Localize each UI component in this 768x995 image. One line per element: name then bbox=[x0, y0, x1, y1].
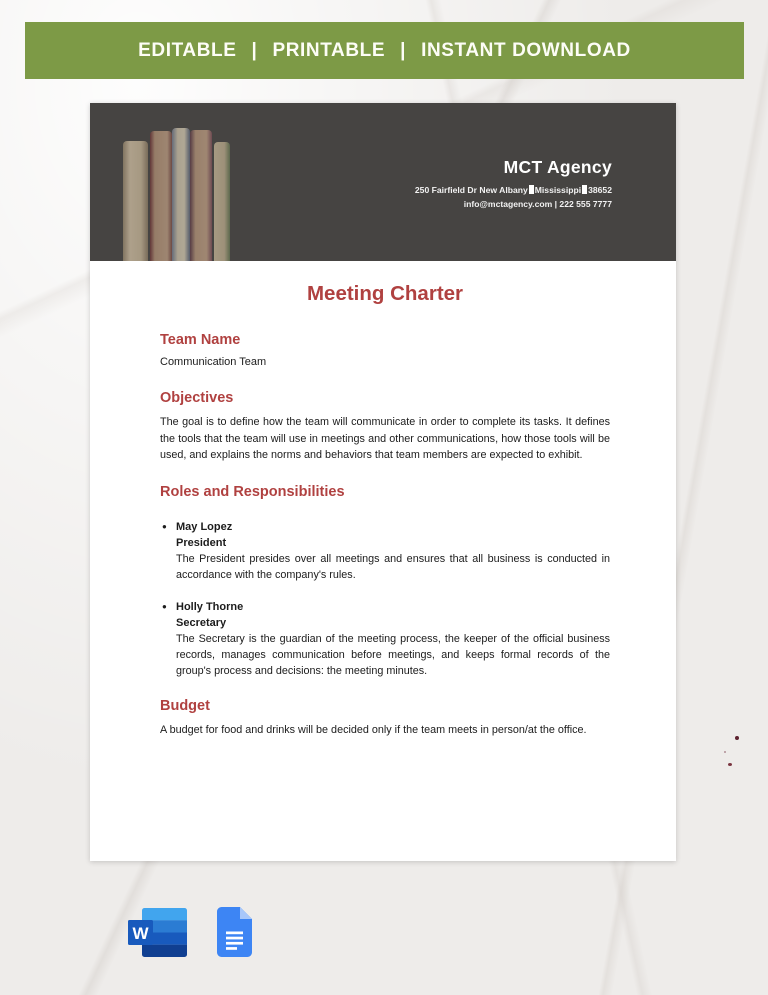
role-member-name: Holly Thorne bbox=[176, 600, 244, 613]
document-page bbox=[90, 103, 676, 861]
banner-label-instant-download: INSTANT DOWNLOAD bbox=[421, 39, 631, 61]
bullet-icon: ● bbox=[162, 521, 167, 531]
address-zip: 38652 bbox=[588, 185, 612, 195]
word-letter: W bbox=[132, 924, 149, 943]
banner-separator: | bbox=[251, 39, 258, 61]
banner-label-editable: EDITABLE bbox=[138, 39, 237, 61]
role-member-description: The Secretary is the guardian of the meeting process, the keeper of the official business records, manages communication before meetings, and keeps formal records of the group's process and decisions: the meeting minutes. bbox=[176, 632, 610, 677]
document-header bbox=[90, 103, 676, 261]
marble-speck bbox=[728, 763, 732, 766]
book-spine bbox=[150, 131, 172, 261]
promo-banner bbox=[25, 22, 744, 79]
company-name: MCT Agency bbox=[503, 157, 612, 177]
role-member-description: The President presides over all meetings and ensures that all business is conducted in accordance with the company's rules. bbox=[176, 552, 610, 581]
budget-text: A budget for food and drinks will be decided only if the team meets in person/at the office. bbox=[160, 723, 587, 736]
address-street: 250 Fairfield Dr New Albany bbox=[414, 185, 528, 195]
company-contact: info@mctagency.com | 222 555 7777 bbox=[463, 199, 612, 209]
google-docs-icon[interactable] bbox=[217, 907, 252, 957]
bullet-icon: ● bbox=[162, 601, 167, 611]
company-info-block bbox=[415, 157, 612, 209]
role-content bbox=[176, 599, 610, 679]
role-list-item bbox=[160, 599, 610, 679]
role-member-title: President bbox=[176, 536, 227, 549]
address-state: Mississippi bbox=[534, 185, 582, 195]
section-heading-team-name: Team Name bbox=[160, 332, 241, 348]
section-heading-roles: Roles and Responsibilities bbox=[160, 483, 345, 500]
ms-word-icon-graphic bbox=[128, 908, 187, 957]
banner-label-printable: PRINTABLE bbox=[272, 39, 386, 61]
marble-speck bbox=[724, 751, 726, 753]
role-list-item bbox=[160, 519, 610, 583]
book-spine bbox=[214, 142, 230, 261]
marble-speck bbox=[735, 736, 739, 740]
objectives-text: The goal is to define how the team will communicate in order to complete its tasks. It defines the tools that the team will use in meetings and other communications, how those tools will be used, and explains the norms and behaviors that team members are expected to exhibit. bbox=[160, 416, 610, 461]
google-docs-icon-graphic bbox=[217, 907, 252, 957]
ms-word-icon[interactable] bbox=[128, 908, 187, 957]
book-spine bbox=[123, 141, 148, 261]
team-name-value: Communication Team bbox=[160, 356, 267, 368]
book-spine bbox=[190, 130, 212, 261]
banner-separator: | bbox=[400, 39, 407, 61]
address-separator bbox=[529, 185, 534, 194]
company-address bbox=[415, 185, 612, 195]
role-member-name: May Lopez bbox=[176, 520, 233, 533]
books-image bbox=[123, 128, 230, 261]
section-heading-objectives: Objectives bbox=[160, 390, 234, 406]
book-spine bbox=[172, 128, 190, 261]
document-body bbox=[90, 282, 676, 738]
address-separator bbox=[582, 185, 587, 194]
section-heading-budget: Budget bbox=[160, 697, 210, 714]
role-member-title: Secretary bbox=[176, 616, 227, 629]
role-content bbox=[176, 519, 610, 583]
document-title: Meeting Charter bbox=[306, 282, 464, 305]
